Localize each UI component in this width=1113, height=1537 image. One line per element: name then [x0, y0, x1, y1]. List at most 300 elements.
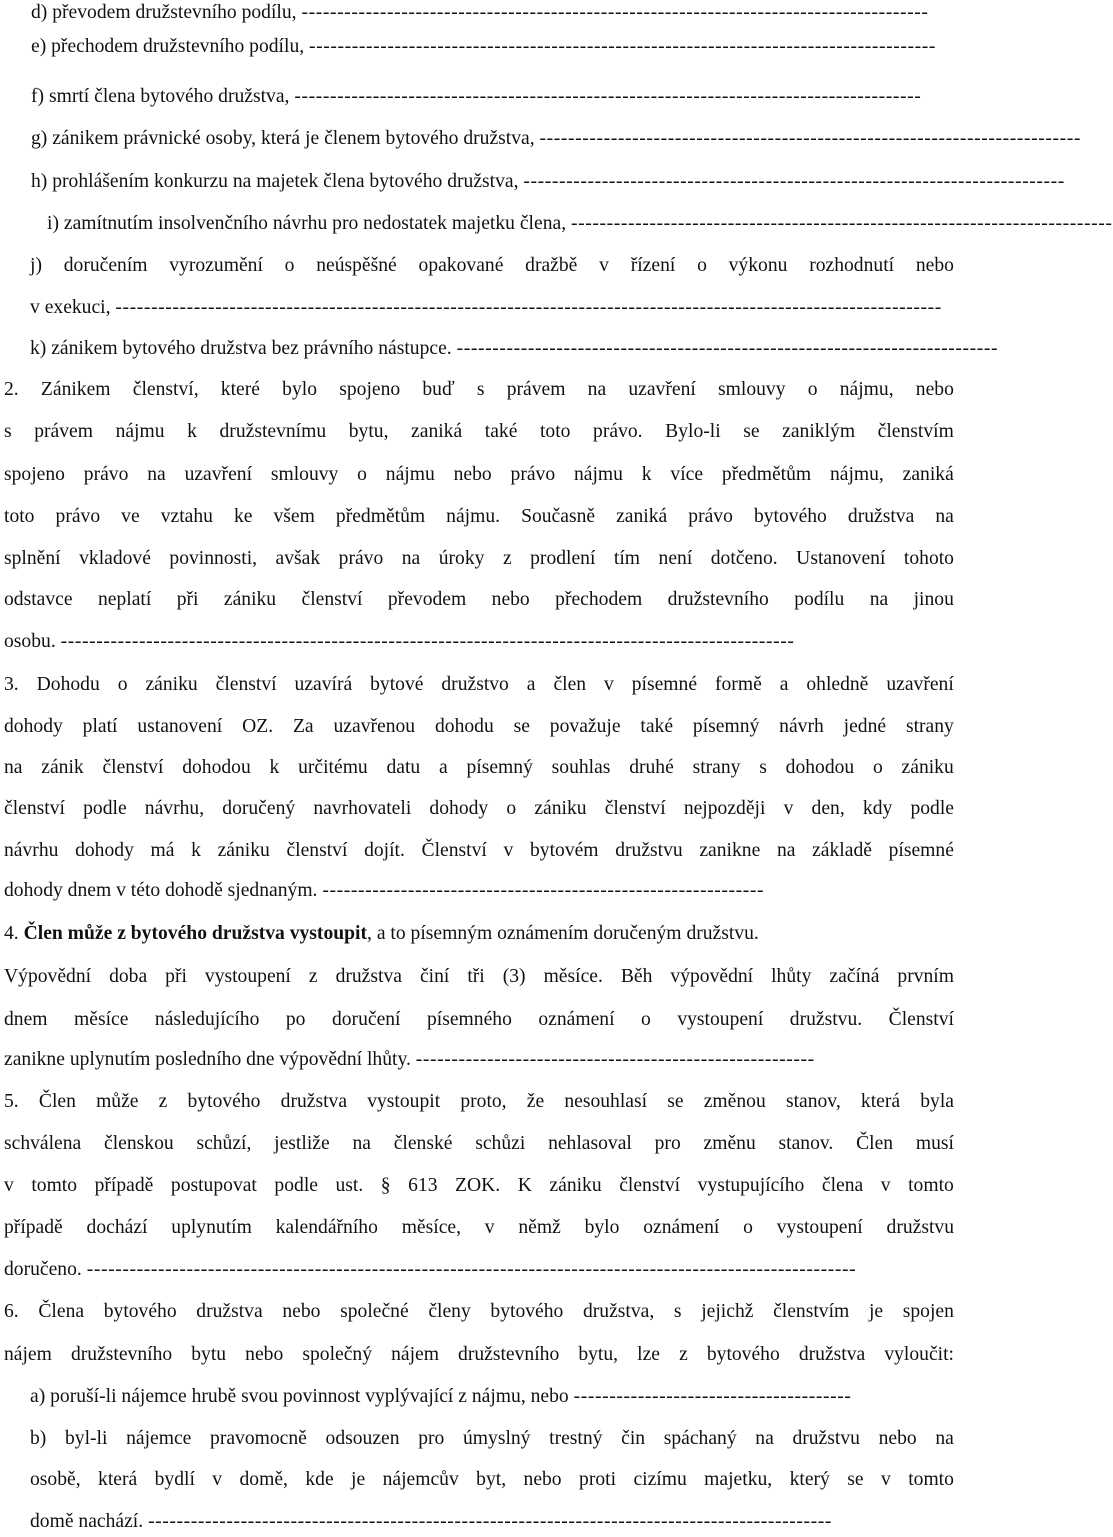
word: tomto [908, 1469, 954, 1490]
word: kalendářního [275, 1217, 378, 1238]
word: a [439, 757, 448, 778]
word: Bylo-li [665, 421, 721, 442]
word: nájemcův [382, 1469, 459, 1490]
word: v [604, 674, 614, 695]
dash-leader: ---------------------------------------------------------------------------- [523, 171, 1065, 192]
word: uzavření [184, 464, 253, 485]
word: nebo [453, 464, 492, 485]
word: podle [274, 1175, 318, 1196]
word: ZOK. [455, 1175, 501, 1196]
word: nájem [4, 1344, 52, 1365]
word: lhůty [771, 966, 812, 987]
paragraph-3-line4 [4, 794, 954, 824]
word: písemný [692, 716, 760, 737]
word: o [357, 464, 367, 485]
word: na [776, 840, 796, 861]
word: vyloučit: [884, 1344, 954, 1365]
word: nájem [391, 1344, 439, 1365]
word: tři [467, 966, 485, 987]
word: návrhu, [144, 798, 205, 819]
paragraph-6-item-b-line1 [30, 1424, 954, 1454]
paragraph-5-line5 [4, 1255, 954, 1285]
word: členství [102, 757, 164, 778]
word: členy [428, 1301, 471, 1322]
list-item-text: f) smrtí člena bytového družstva, [31, 86, 295, 107]
word: k [191, 840, 201, 861]
word: bydlí [154, 1469, 195, 1490]
word: člena [821, 1175, 864, 1196]
word: stanov. [778, 1133, 834, 1154]
paragraph-2-line3 [4, 460, 954, 490]
word: byl-li [64, 1428, 108, 1449]
word: Současně [521, 506, 596, 527]
word: ke [233, 506, 253, 527]
word: na [4, 757, 23, 778]
word: předmětům [335, 506, 426, 527]
word: vyrozumění [169, 255, 263, 276]
word: převodem [387, 589, 467, 610]
word: družstevního [70, 1344, 173, 1365]
word: byt, [476, 1469, 507, 1490]
word: určitému [298, 757, 368, 778]
word: na [401, 548, 421, 569]
word: členstvím [877, 421, 954, 442]
word: jedné [843, 716, 887, 737]
word: členskou [104, 1133, 174, 1154]
list-item-text: i) zamítnutím insolvenčního návrhu pro nedostatek majetku člena, [47, 213, 571, 234]
word: družstvu [615, 840, 683, 861]
word: na [755, 1428, 774, 1449]
word: OZ. [242, 716, 274, 737]
paragraph-5-line1 [4, 1087, 954, 1117]
word: členství [215, 674, 277, 695]
paragraph-5-line2 [4, 1129, 954, 1159]
word: zániku [145, 674, 198, 695]
paragraph-6-line2 [4, 1340, 954, 1370]
paragraph-number: 4. [4, 923, 24, 944]
word: dražbě [525, 255, 578, 276]
word: 613 [408, 1175, 438, 1196]
word: tomto [908, 1175, 954, 1196]
word: dotčeno. [710, 548, 778, 569]
word: smlouvy [270, 464, 339, 485]
word: rozhodnutí [809, 255, 895, 276]
word: právo [688, 506, 733, 527]
word: Dohodu [36, 674, 100, 695]
word: právo [83, 464, 129, 485]
word: prvním [897, 966, 954, 987]
word: z [679, 1344, 688, 1365]
word: podílu [794, 589, 845, 610]
word: den, [811, 798, 845, 819]
word: doba [109, 966, 148, 987]
word: o [284, 255, 295, 276]
dash-leader: ---------------------------------------------------------------------------------------- [309, 36, 937, 57]
word: strany [692, 757, 741, 778]
word: družstva [847, 506, 915, 527]
word: změnou [703, 1091, 766, 1112]
dash-leader: ------------------------------------------------------------------------------------------------ [148, 1511, 833, 1532]
word: zaniká [411, 421, 463, 442]
word: lze [637, 1344, 660, 1365]
word: řízení [630, 255, 676, 276]
word: v [212, 1469, 223, 1490]
dash-leader: -------------------------------------------------------------------------------------------------------------------- [115, 297, 942, 318]
word: družstva [798, 1344, 866, 1365]
list-item-i [47, 209, 1113, 239]
word: o [117, 674, 128, 695]
word: domě, [239, 1469, 288, 1490]
list-item-g [31, 124, 1082, 154]
word: 5. [4, 1091, 19, 1112]
word: Za [292, 716, 314, 737]
word: má [150, 840, 175, 861]
word: pro [654, 1133, 681, 1154]
list-item-d [31, 0, 954, 28]
dash-leader: -------------------------------------------------------------- [322, 880, 765, 901]
word: Ustanovení [796, 548, 886, 569]
paragraph-6-item-b-line3 [30, 1507, 954, 1537]
word: o [872, 757, 883, 778]
paragraph-2-line4 [4, 502, 954, 532]
paragraph-text: osobu. [4, 631, 61, 652]
word: dohody [4, 716, 63, 737]
dash-leader: -------------------------------------------------------- [415, 1049, 815, 1070]
word: dohody [75, 840, 134, 861]
dash-leader: ---------------------------------------------------------------------------------------- [294, 86, 922, 107]
word: právo [510, 464, 556, 485]
word: se [743, 421, 760, 442]
word: buď [422, 379, 455, 400]
word: písemný [466, 757, 533, 778]
list-item-f [31, 82, 954, 112]
word: nejpozději [683, 798, 766, 819]
word: případě [4, 1217, 63, 1238]
word: podle [910, 798, 954, 819]
paragraph-2-line5 [4, 544, 954, 574]
word: členské [393, 1133, 453, 1154]
word: oznámení [538, 1009, 615, 1030]
paragraph-3-line2 [4, 712, 954, 742]
word: na [147, 464, 166, 485]
word: povinnosti, [169, 548, 258, 569]
word: neúspěšné [316, 255, 397, 276]
word: 3. [4, 674, 19, 695]
word: proto, [460, 1091, 507, 1112]
word: členství [301, 589, 363, 610]
paragraph-4-line2 [4, 962, 954, 992]
word: v [783, 798, 794, 819]
word: měsíce, [401, 1217, 461, 1238]
word: dnem [4, 1009, 48, 1030]
word: úmyslný [462, 1428, 531, 1449]
word: zanikne [699, 840, 761, 861]
dash-leader: ---------------------------------------------------------------------------- [571, 213, 1113, 234]
word: který [789, 1469, 830, 1490]
word: také [484, 421, 518, 442]
word: vystoupit [367, 1091, 441, 1112]
word: v [503, 840, 514, 861]
word: bytového [187, 1091, 261, 1112]
word: dohodou [785, 757, 855, 778]
word: podle [83, 798, 127, 819]
word: zániku [217, 840, 270, 861]
paragraph-4-line3 [4, 1005, 954, 1035]
list-item-text: e) přechodem družstevního podílu, [31, 36, 310, 57]
word: datu [386, 757, 421, 778]
word: vystupujícího [697, 1175, 805, 1196]
word: nájmu, [839, 379, 894, 400]
word: členství [286, 840, 348, 861]
word: Členství [421, 840, 487, 861]
paragraph-6-line1 [4, 1297, 954, 1327]
word: dohodou [182, 757, 251, 778]
word: o [506, 798, 517, 819]
paragraph-2-line7 [4, 627, 954, 657]
word: b) [30, 1428, 47, 1449]
word: strany [905, 716, 954, 737]
word: činí [419, 966, 450, 987]
word: ustanovení [137, 716, 223, 737]
word: cizímu [633, 1469, 687, 1490]
word: bytového [753, 506, 827, 527]
word: bytu, [578, 1344, 619, 1365]
dash-leader: ------------------------------------------------------------------------------------------------------- [60, 631, 795, 652]
paragraph-2-line1 [4, 375, 954, 405]
word: která [860, 1091, 901, 1112]
word: Člen [38, 1091, 76, 1112]
word: nájmu [115, 421, 165, 442]
word: nebo [523, 1469, 562, 1490]
word: k [187, 421, 197, 442]
word: jestliže [274, 1133, 330, 1154]
word: navrhovateli [313, 798, 412, 819]
word: při [165, 966, 187, 987]
list-item-text: h) prohlášením konkurzu na majetek člena bytového družstva, [31, 171, 524, 192]
word: v [880, 1175, 891, 1196]
word: oznámení [643, 1217, 720, 1238]
word: smlouvy [718, 379, 786, 400]
word: které [220, 379, 260, 400]
word: vystoupení [204, 966, 291, 987]
word: z [308, 966, 318, 987]
word: j) [30, 255, 42, 276]
word: byla [920, 1091, 954, 1112]
paragraph-4-line4 [4, 1045, 954, 1075]
list-item-text: v exekuci, [30, 297, 116, 318]
word: z [502, 548, 512, 569]
word: stanov, [785, 1091, 841, 1112]
list-item-k [30, 334, 999, 364]
word: vystoupení [677, 1009, 764, 1030]
list-item-text: d) převodem družstevního podílu, [31, 2, 302, 23]
paragraph-5-line4 [4, 1213, 954, 1243]
word: uzavírá [294, 674, 353, 695]
word: s [476, 379, 485, 400]
word: bytového [490, 1301, 564, 1322]
dash-leader: ---------------------------------------------------------------------------------------- [301, 2, 929, 23]
word: bytové [370, 674, 424, 695]
word: nájmu [573, 464, 623, 485]
word: jinou [913, 589, 954, 610]
word: členství [604, 798, 666, 819]
word: zánik [41, 757, 84, 778]
word: o [641, 1009, 651, 1030]
word: odstavce [4, 589, 73, 610]
word: Běh [620, 966, 653, 987]
word: doručení [331, 1009, 401, 1030]
word: nebo [915, 255, 954, 276]
word: právo [55, 506, 101, 527]
paragraph-text: zanikne uplynutím posledního dne výpovědní lhůty. [4, 1049, 416, 1070]
word: více [670, 464, 704, 485]
word: k [641, 464, 652, 485]
word: Člena [38, 1301, 85, 1322]
word: nebo [878, 1428, 917, 1449]
word: druhé [629, 757, 674, 778]
word: k [269, 757, 280, 778]
word: nebo [915, 379, 954, 400]
word: zaniklým [782, 421, 856, 442]
word: písemné [631, 674, 698, 695]
paragraph-4-line1 [4, 919, 954, 949]
word: také [640, 716, 674, 737]
word: neplatí [97, 589, 152, 610]
word: nájmu. [446, 506, 501, 527]
word: bylo [282, 379, 318, 400]
word: nájmu, [829, 464, 884, 485]
word: nesouhlasí [564, 1091, 648, 1112]
word: družstevního [458, 1344, 560, 1365]
dash-leader: ---------------------------------------------------------------------------- [456, 338, 999, 359]
word: společné [340, 1301, 409, 1322]
word: osobě, [30, 1469, 81, 1490]
word: dochází [86, 1217, 148, 1238]
word: avšak [275, 548, 321, 569]
word: splnění [4, 548, 61, 569]
word: uzavření [628, 379, 696, 400]
dash-leader: ------------------------------------------------------------------------------------------------------------ [86, 1259, 857, 1280]
word: právo. [593, 421, 643, 442]
word: bytu [191, 1344, 227, 1365]
word: že [526, 1091, 545, 1112]
word: na [935, 506, 954, 527]
word: dojít. [364, 840, 405, 861]
word: pro [418, 1428, 445, 1449]
word: právem [34, 421, 93, 442]
word: družstvo [441, 674, 509, 695]
word: schválena [4, 1133, 82, 1154]
word: na [352, 1133, 371, 1154]
word: bytovém [529, 840, 599, 861]
word: tomto [31, 1175, 78, 1196]
word: K [517, 1175, 532, 1196]
word: bytového [103, 1301, 177, 1322]
word: spojeno [339, 379, 401, 400]
word: schůzí, [196, 1133, 252, 1154]
paragraph-3-line6 [4, 876, 954, 906]
word: úroky [438, 548, 485, 569]
word: vystoupení [776, 1217, 863, 1238]
word: souhlas [551, 757, 611, 778]
word: na [587, 379, 607, 400]
word: družstvu. [789, 1009, 863, 1030]
word: je [351, 1469, 366, 1490]
word: která [98, 1469, 138, 1490]
list-item-text: g) zánikem právnické osoby, která je členem bytového družstva, [31, 128, 540, 149]
list-item-text: domě nachází. [30, 1511, 149, 1532]
list-item-e [31, 32, 954, 62]
word: společný [302, 1344, 372, 1365]
word: měsíce [74, 1009, 129, 1030]
paragraph-6-item-b-line2 [30, 1465, 954, 1495]
word: tím [613, 548, 641, 569]
word: členství, [132, 379, 199, 400]
word: nájemce [126, 1428, 192, 1449]
word: jejichž [701, 1301, 754, 1322]
word: členstvím [773, 1301, 850, 1322]
word: spojeno [4, 464, 65, 485]
paragraph-3-line1 [4, 670, 954, 700]
word: právem [506, 379, 566, 400]
word: návrh [779, 716, 824, 737]
word: družstevnímu [219, 421, 327, 442]
word: odsouzen [325, 1428, 400, 1449]
word: s [673, 1301, 682, 1322]
word: zániku [901, 757, 954, 778]
word: kdy [862, 798, 893, 819]
word: po [285, 1009, 306, 1030]
list-item-j-line2 [30, 293, 954, 323]
word: družstevního [667, 589, 769, 610]
word: v [881, 1469, 891, 1490]
word: považuje [549, 716, 621, 737]
word: bytového [706, 1344, 780, 1365]
list-item-text: a) poruší-li nájemce hrubě svou povinnost vyplývající z nájmu, nebo [30, 1386, 574, 1407]
word: Členství [888, 1009, 954, 1030]
word: základě [812, 840, 872, 861]
word: s [4, 421, 12, 442]
word: a [779, 674, 789, 695]
word: tohoto [903, 548, 954, 569]
word: začíná [829, 966, 880, 987]
word: formě [714, 674, 762, 695]
word: bytu, [348, 421, 389, 442]
word: toto [539, 421, 571, 442]
word: zániku [223, 589, 277, 610]
word: bylo [584, 1217, 620, 1238]
word: doručený [222, 798, 296, 819]
word: doručením [63, 255, 148, 276]
word: němž [518, 1217, 561, 1238]
word: členství [619, 1175, 681, 1196]
paragraph-text: doručeno. [4, 1259, 87, 1280]
word: družstva [335, 966, 402, 987]
word: se [513, 716, 530, 737]
word: písemné [888, 840, 954, 861]
paragraph-text: dohody dnem v této dohodě sjednaným. [4, 880, 323, 901]
word: může [96, 1091, 139, 1112]
word: není [658, 548, 693, 569]
list-item-text: k) zánikem bytového družstva bez právního nástupce. [30, 338, 457, 359]
word: nebo [282, 1301, 321, 1322]
word: návrhu [4, 840, 59, 861]
word: zaniká [616, 506, 668, 527]
word: družstva, [582, 1301, 655, 1322]
word: nebo [491, 589, 530, 610]
word: postupovat [170, 1175, 257, 1196]
word: pravomocně [210, 1428, 307, 1449]
